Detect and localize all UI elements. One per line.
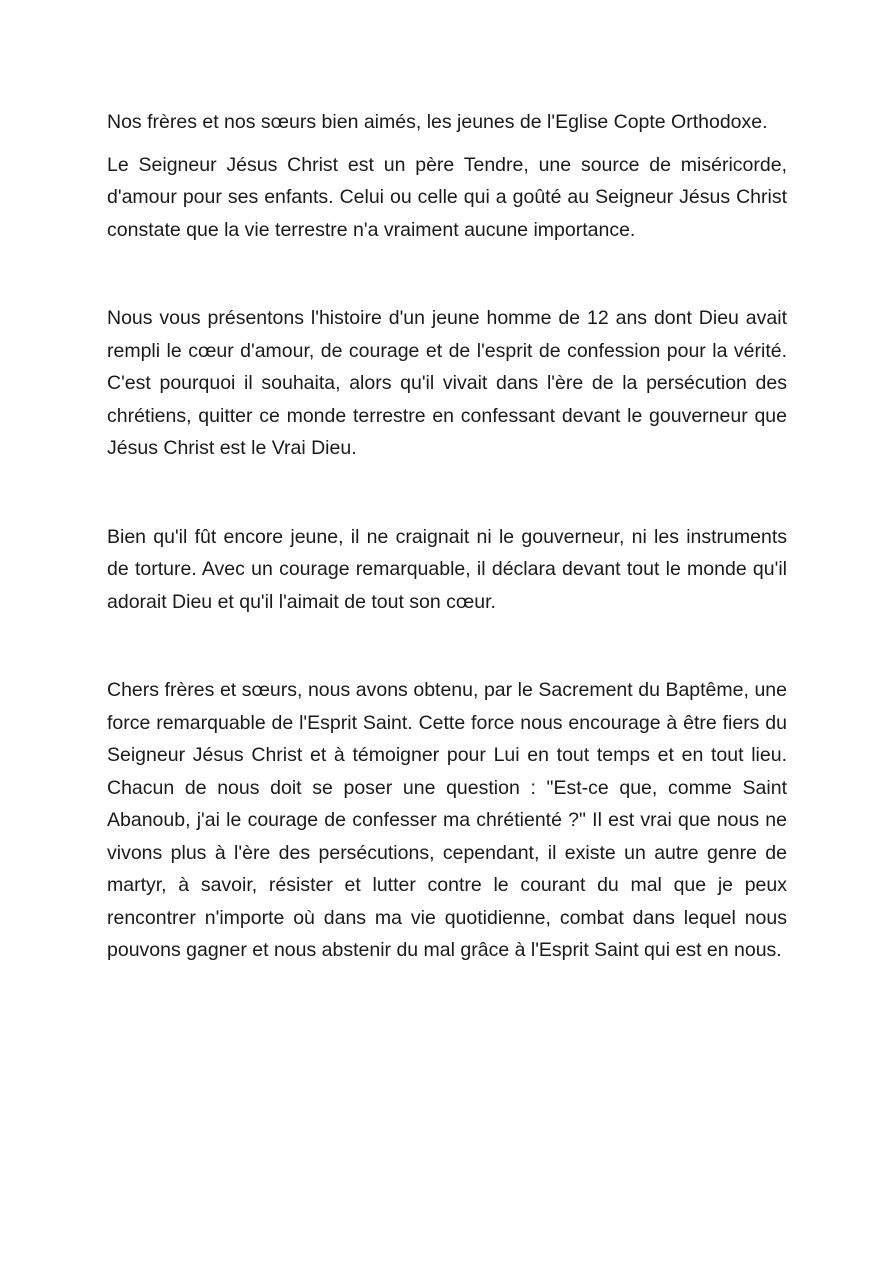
paragraph-courage: Bien qu'il fût encore jeune, il ne craignait ni le gouverneur, ni les instruments de torture. Avec un courage remarquable, il déclara devant tout le monde qu'il adorait Dieu et qu'il l'aimait de tout son cœur.: [107, 525, 787, 613]
paragraph-intro: Le Seigneur Jésus Christ est un père Tendre, une source de miséricorde, d'amour pour ses enfants. Celui ou celle qui a goûté au Seigneur Jésus Christ constate que la vie terrestre n'a vraiment aucune importance.: [107, 153, 787, 241]
document-body: [107, 106, 787, 967]
paragraph-story: Nous vous présentons l'histoire d'un jeune homme de 12 ans dont Dieu avait rempli le cœur d'amour, de courage et de l'esprit de confession pour la vérité. C'est pourquoi il souhaita, alors qu'il vivait dans l'ère de la persécution des chrétiens, quitter ce monde terrestre en confessant devant le gouverneur que Jésus Christ est le Vrai Dieu.: [107, 307, 787, 459]
paragraph-exhortation: Chers frères et sœurs, nous avons obtenu, par le Sacrement du Baptême, une force remarquable de l'Esprit Saint. Cette force nous encourage à être fiers du Seigneur Jésus Christ et à témoigner pour Lui en tout temps et en tout lieu. Chacun de nous doit se poser une question : "Est-ce que, comme Saint Abanoub, j'ai le courage de confesser ma chrétienté ?" Il est vrai que nous ne vivons plus à l'ère des persécutions, cependant, il existe un autre genre de martyr, à savoir, résister et lutter contre le courant du mal que je peux rencontrer n'importe où dans ma vie quotidienne, combat dans lequel nous pouvons gagner et nous abstenir du mal grâce à l'Esprit Saint qui est en nous.: [107, 679, 787, 961]
paragraph-greeting: Nos frères et nos sœurs bien aimés, les jeunes de l'Eglise Copte Orthodoxe.: [107, 111, 768, 133]
